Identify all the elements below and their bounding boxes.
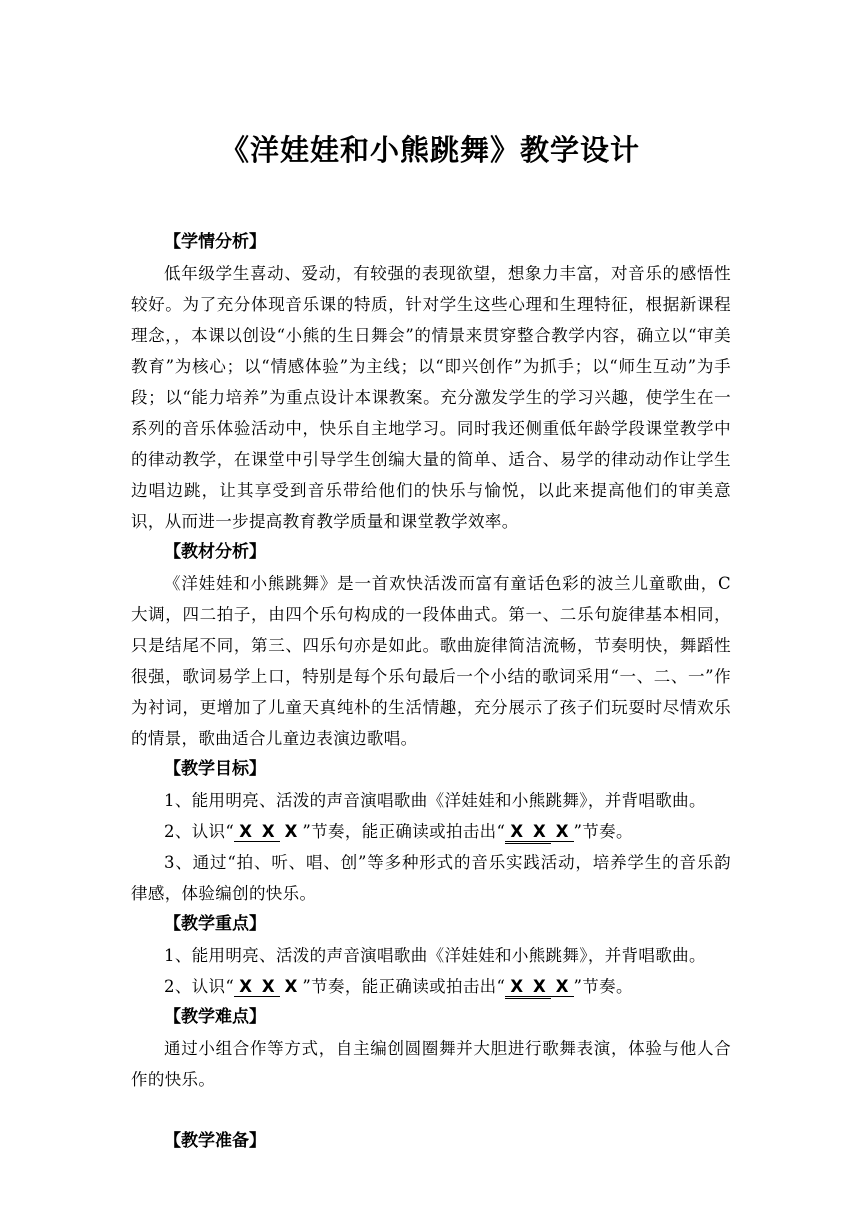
document-body <box>131 227 731 1157</box>
goal-item-2 <box>131 816 731 847</box>
rhythm-note: X <box>284 977 298 996</box>
heading-student-analysis: 【学情分析】 <box>164 232 266 252</box>
paragraph-student-analysis: 低年级学生喜动、爱动，有较强的表现欲望，想象力丰富，对音乐的感悟性较好。为了充分体现音乐课的特质，针对学生这些心理和生理特征，根据新课程理念，，本课以创设“小熊的生日舞会”的情景来贯穿整合教学内容，确立以“审美教育”为核心；以“情感体验”为主线；以“即兴创作”为抓手；以“师生互动”为手段；以“能力培养”为重点设计本课教案。充分激发学生的学习兴趣，使学生在一系列的音乐体验活动中，快乐自主地学习。同时我还侧重低年龄学段课堂教学中的律动教学，在课堂中引导学生创编大量的简单、适合、易学的律动动作让学生边唱边跳，让其享受到音乐带给他们的快乐与愉悦，以此来提高他们的审美意识，从而进一步提高教育教学质量和课堂教学效率。 <box>131 264 731 531</box>
goal-item-2-prefix: 2、认识“ <box>164 822 235 841</box>
heading-material-analysis: 【教材分析】 <box>164 542 266 562</box>
rhythm-note: X <box>528 823 551 844</box>
rhythm-pattern-c <box>234 971 302 1002</box>
paragraph-material-analysis: 《洋娃娃和小熊跳舞》是一首欢快活泼而富有童话色彩的波兰儿童歌曲，C大调，四二拍子，由四个乐句构成的一段体曲式。第一、二乐句旋律基本相同，只是结尾不同，第三、四乐句亦是如此。歌曲旋律简洁流畅，节奏明快，舞蹈性很强，歌词易学上口，特别是每个乐句最后一个小结的歌词采用“一、二、一”作为衬词，更增加了儿童天真纯朴的生活情趣，充分展示了孩子们玩耍时尽情欢乐的情景，歌曲适合儿童边表演边歌唱。 <box>131 574 731 748</box>
keypoint-item-2-mid: ”节奏，能正确读或拍击出“ <box>302 977 506 996</box>
rhythm-note: X <box>528 978 551 999</box>
heading-preparation: 【教学准备】 <box>164 1131 266 1151</box>
rhythm-note: X <box>505 978 528 999</box>
goal-item-2-mid: ”节奏，能正确读或拍击出“ <box>302 822 506 841</box>
rhythm-note: X <box>551 823 574 842</box>
keypoint-item-2 <box>131 971 731 1002</box>
blank-line <box>131 1095 731 1126</box>
rhythm-note: X <box>257 978 280 997</box>
heading-teaching-goals: 【教学目标】 <box>164 759 266 779</box>
rhythm-pattern-b <box>505 816 573 847</box>
document-title: 《洋娃娃和小熊跳舞》教学设计 <box>219 133 640 167</box>
rhythm-pattern-a <box>234 816 302 847</box>
heading-key-points: 【教学重点】 <box>164 914 266 934</box>
rhythm-note: X <box>505 823 528 844</box>
paragraph-difficulties: 通过小组合作等方式，自主编创圆圈舞并大胆进行歌舞表演，体验与他人合作的快乐。 <box>131 1039 731 1089</box>
rhythm-note: X <box>234 978 257 997</box>
goal-item-3: 3、通过“拍、听、唱、创”等多种形式的音乐实践活动，培养学生的音乐韵律感，体验编创的快乐。 <box>131 853 731 903</box>
goal-item-2-suffix: ”节奏。 <box>573 822 633 841</box>
rhythm-note: X <box>284 822 298 841</box>
rhythm-pattern-d <box>505 971 573 1002</box>
goal-item-1: 1、能用明亮、活泼的声音演唱歌曲《洋娃娃和小熊跳舞》，并背唱歌曲。 <box>164 791 706 810</box>
rhythm-note: X <box>234 823 257 842</box>
rhythm-note: X <box>551 978 574 997</box>
heading-difficulties: 【教学难点】 <box>164 1007 266 1027</box>
rhythm-note: X <box>257 823 280 842</box>
keypoint-item-2-suffix: ”节奏。 <box>573 977 633 996</box>
keypoint-item-2-prefix: 2、认识“ <box>164 977 235 996</box>
keypoint-item-1: 1、能用明亮、活泼的声音演唱歌曲《洋娃娃和小熊跳舞》，并背唱歌曲。 <box>164 946 706 965</box>
